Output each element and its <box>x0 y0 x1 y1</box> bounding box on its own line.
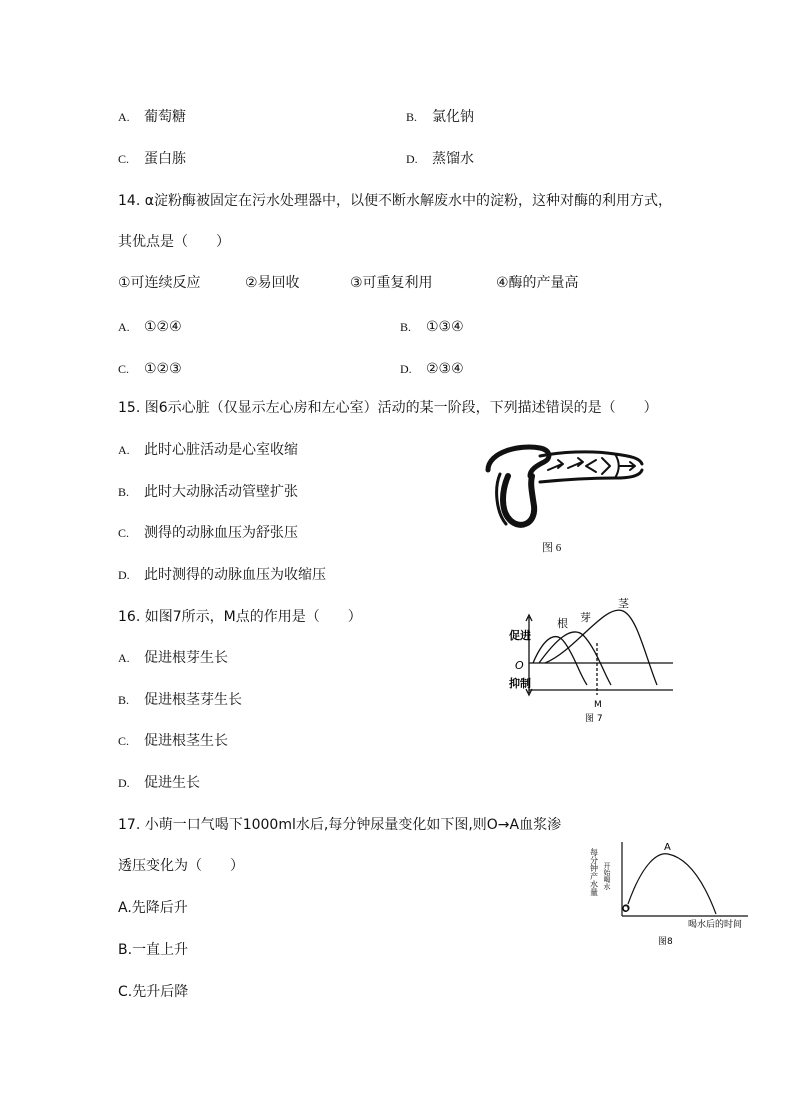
option-text: 此时大动脉活动管壁扩张 <box>144 484 298 500</box>
figure-8-urine-chart <box>588 832 758 950</box>
q15-stem: 15. 图6示心脏（仅显示左心房和左心室）活动的某一阶段，下列描述错误的是（ ） <box>118 400 658 416</box>
q16-option-d[interactable] <box>118 773 200 793</box>
figure-7-caption: 图 7 <box>585 714 603 724</box>
y-down-label: 抑制 <box>509 677 531 690</box>
q15-option-c[interactable] <box>118 523 298 543</box>
option-text: 蛋白胨 <box>144 151 186 167</box>
q14-item-3: ③可重复利用 <box>350 275 433 291</box>
q14-option-a[interactable] <box>118 317 182 337</box>
option-label: A. <box>118 900 132 916</box>
option-label: C. <box>118 734 130 748</box>
option-label: A. <box>118 320 130 334</box>
q14-stem-line2: 其优点是（ ） <box>118 234 230 250</box>
q14-option-d[interactable] <box>400 359 464 379</box>
option-label: D. <box>118 568 130 582</box>
q14-option-c[interactable] <box>118 359 182 379</box>
q13-option-d[interactable] <box>406 149 474 169</box>
option-label: B. <box>118 693 130 707</box>
q13-option-b[interactable] <box>406 107 474 127</box>
peak-label: A <box>664 842 671 853</box>
start-drinking-label: 开始喝水 <box>603 862 611 890</box>
option-text: 促进根茎芽生长 <box>144 692 242 708</box>
label-stem: 茎 <box>618 597 629 610</box>
figure-8-caption: 图8 <box>658 937 673 947</box>
option-text: 葡萄糖 <box>144 109 186 125</box>
option-text: ①③④ <box>426 319 464 335</box>
y-axis-label: 每分钟产水量 <box>589 848 599 896</box>
option-text: 促进生长 <box>144 775 200 791</box>
option-label: A. <box>118 443 130 457</box>
urine-curve <box>628 854 716 914</box>
option-text: ①②③ <box>144 361 182 377</box>
option-text: 测得的动脉血压为舒张压 <box>144 525 298 541</box>
option-label: B. <box>118 942 133 958</box>
figure-7-auxin-chart <box>505 595 675 725</box>
option-label: C. <box>118 984 133 1000</box>
q17-stem-line2: 透压变化为（ ） <box>118 858 244 874</box>
q13-option-a[interactable] <box>118 107 186 127</box>
q14-stem-line1: 14. α淀粉酶被固定在污水处理器中，以便不断水解废水中的淀粉，这种对酶的利用方式， <box>118 193 672 209</box>
q15-option-b[interactable] <box>118 482 298 502</box>
option-text: 一直上升 <box>132 942 189 958</box>
option-text: 此时测得的动脉血压为收缩压 <box>144 567 326 583</box>
q15-option-a[interactable] <box>118 440 298 460</box>
option-text: 先升后降 <box>132 984 189 1000</box>
q14-item-1: ①可连续反应 <box>118 275 201 291</box>
q14-item-2: ②易回收 <box>245 275 300 291</box>
q17-option-a[interactable] <box>118 898 188 918</box>
option-label: B. <box>406 110 418 124</box>
x-axis-label: 喝水后的时间 <box>688 920 743 930</box>
m-point-label: M <box>594 700 602 710</box>
figure-6-caption: 图 6 <box>542 542 562 554</box>
option-label: C. <box>118 362 130 376</box>
y-up-label-1: 促进 <box>509 629 531 642</box>
origin-label: O <box>515 659 524 672</box>
option-text: ②③④ <box>426 361 464 377</box>
option-text: 此时心脏活动是心室收缩 <box>144 442 298 458</box>
origin-label: O <box>622 905 630 915</box>
option-text: ①②④ <box>144 319 182 335</box>
q13-option-c[interactable] <box>118 149 186 169</box>
label-bud: 芽 <box>580 611 591 624</box>
option-label: C. <box>118 526 130 540</box>
option-label: B. <box>118 485 130 499</box>
q14-item-4: ④酶的产量高 <box>496 275 579 291</box>
option-label: D. <box>400 362 412 376</box>
curve-bud <box>539 632 611 685</box>
q16-option-c[interactable] <box>118 731 228 751</box>
option-text: 促进根芽生长 <box>144 650 228 666</box>
option-label: D. <box>406 152 418 166</box>
option-text: 氯化钠 <box>432 109 474 125</box>
option-label: C. <box>118 152 130 166</box>
q14-option-b[interactable] <box>400 317 464 337</box>
q17-stem-line1: 17. 小萌一口气喝下1000ml水后,每分钟尿量变化如下图,则O→A血浆渗 <box>118 817 562 833</box>
option-label: D. <box>118 776 130 790</box>
q15-option-d[interactable] <box>118 565 326 585</box>
option-text: 促进根茎生长 <box>144 733 228 749</box>
option-text: 蒸馏水 <box>432 151 474 167</box>
option-label: A. <box>118 651 130 665</box>
option-label: A. <box>118 110 130 124</box>
option-text: 先降后升 <box>131 900 188 916</box>
q16-option-a[interactable] <box>118 648 228 668</box>
q17-option-c[interactable] <box>118 982 188 1002</box>
option-label: B. <box>400 320 412 334</box>
q16-stem: 16. 如图7所示，M点的作用是（ ） <box>118 609 362 625</box>
label-root: 根 <box>557 617 568 630</box>
q16-option-b[interactable] <box>118 690 242 710</box>
q17-option-b[interactable] <box>118 940 188 960</box>
figure-6-heart-diagram <box>480 440 650 558</box>
